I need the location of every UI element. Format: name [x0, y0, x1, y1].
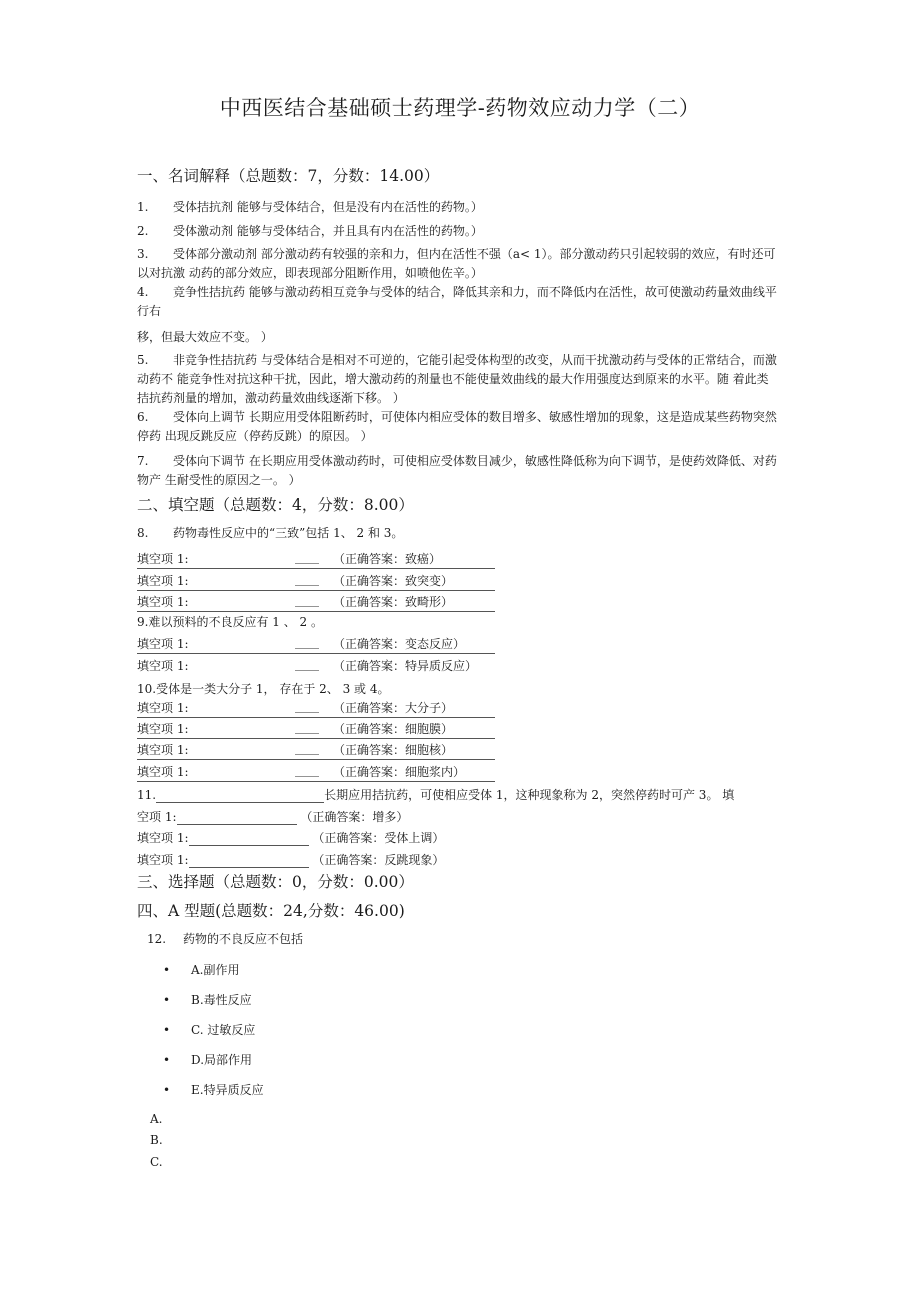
answer-blank-line — [156, 788, 324, 803]
fill-blank: ____ — [295, 550, 319, 564]
fill-row — [137, 655, 495, 675]
option-label: A.副作用 — [191, 963, 240, 977]
fill-label: 填空项 1: — [137, 659, 189, 673]
fill-blank: ____ — [295, 763, 319, 777]
definition-item — [137, 408, 777, 446]
option-item — [163, 1051, 252, 1068]
option-label: D.局部作用 — [191, 1053, 253, 1067]
fill-row — [137, 829, 444, 846]
fill-answer: （正确答案：反跳现象） — [312, 853, 445, 867]
fill-answer: （正确答案：大分子） — [333, 701, 454, 715]
fill-answer: （正确答案：特异质反应） — [333, 659, 478, 673]
definition-item — [137, 351, 777, 408]
question-text: 长期应用拮抗药，可使相应受体 1，这种现象称为 2，突然停药时可产 3。 填 — [324, 788, 735, 802]
section-heading-fill-in: 二、填空题（总题数：4，分数：8.00） — [137, 496, 414, 514]
question-12 — [147, 930, 303, 949]
definition-item — [137, 222, 483, 241]
fill-answer: （正确答案：致畸形） — [333, 595, 454, 609]
fill-row — [137, 570, 495, 591]
item-number: 2. — [137, 224, 149, 238]
definition-item — [137, 245, 777, 283]
fill-row — [137, 761, 495, 782]
bullet-icon: • — [163, 963, 171, 977]
item-text: 受体向下调节 在长期应用受体激动药时，可使相应受体数目减少，敏感性降低称为向下调节，是使药效降低、对药物产 生耐受性的原因之一。 ） — [137, 454, 777, 487]
definition-item — [137, 283, 777, 321]
item-number: 11. — [137, 788, 157, 802]
bullet-icon: • — [163, 993, 171, 1007]
fill-label: 填空项 1: — [137, 552, 189, 566]
definition-item — [137, 452, 777, 490]
fill-row — [137, 591, 495, 612]
fill-answer: （正确答案：细胞浆内） — [333, 765, 466, 779]
item-number: 12. — [147, 932, 167, 946]
answer-letter: A. — [150, 1112, 163, 1126]
fill-label: 填空项 1: — [137, 765, 189, 779]
option-item — [163, 991, 252, 1008]
item-number: 1. — [137, 200, 149, 214]
fill-blank: ____ — [295, 699, 319, 713]
fill-label: 填空项 1: — [137, 637, 189, 651]
item-number: 8. — [137, 526, 149, 540]
fill-blank: ____ — [295, 720, 319, 734]
bullet-icon: • — [163, 1053, 171, 1067]
fill-row — [137, 851, 444, 868]
option-item — [163, 1021, 255, 1038]
item-number: 4. — [137, 285, 149, 299]
question-text: 药物毒性反应中的“三致”包括 1、 2 和 3。 — [173, 526, 404, 540]
fill-label: 空项 1: — [137, 810, 177, 824]
option-item — [163, 961, 239, 978]
fill-row — [137, 633, 495, 654]
fill-blank: ____ — [295, 635, 319, 649]
fill-label: 填空项 1: — [137, 743, 189, 757]
fill-blank: ____ — [295, 657, 319, 671]
item-text: 竞争性拮抗药 能够与激动药相互竞争与受体的结合，降低其亲和力，而不降低内在活性，故可使激动药量效曲线平行右 — [137, 285, 777, 318]
answer-blank-line — [189, 853, 309, 868]
question-9: 9.难以预料的不良反应有 1 、 2 。 — [137, 615, 323, 629]
item-text: 受体拮抗剂 能够与受体结合，但是没有内在活性的药物。） — [173, 200, 483, 214]
fill-label: 填空项 1: — [137, 701, 189, 715]
item-text: 受体向上调节 长期应用受体阻断药时，可使体内相应受体的数目增多、敏感性增加的现象，这是造成某些药物突然停药 出现反跳反应（停药反跳）的原因。 ） — [137, 410, 777, 443]
item-text: 非竞争性拮抗药 与受体结合是相对不可逆的，它能引起受体构型的改变，从而干扰激动药与受体的正常结合，而激动药不 能竞争性对抗这种干扰，因此，增大激动药的剂量也不能使量效曲线的最大作用强度达到原来的水平。随 着此类拮抗药剂量的增加，激动药量效曲线逐渐下移。 ） — [137, 353, 777, 405]
answer-letter: B. — [150, 1133, 163, 1147]
item-number: 7. — [137, 454, 149, 468]
fill-row — [137, 739, 495, 760]
section-heading-choice: 三、选择题（总题数：0，分数：0.00） — [137, 873, 414, 891]
fill-row — [137, 808, 408, 825]
definition-item — [137, 198, 483, 217]
fill-blank: ____ — [295, 572, 319, 586]
fill-answer: （正确答案：细胞核） — [333, 743, 454, 757]
page-title: 中西医结合基础硕士药理学-药物效应动力学（二） — [219, 96, 701, 120]
fill-row — [137, 548, 495, 569]
definition-continuation: 移，但最大效应不变。 ） — [137, 330, 273, 344]
section-heading-definitions: 一、名词解释（总题数：7，分数：14.00） — [137, 167, 440, 185]
fill-row — [137, 697, 495, 718]
fill-answer: （正确答案：细胞膜） — [333, 722, 454, 736]
item-number: 5. — [137, 353, 149, 367]
fill-label: 填空项 1: — [137, 831, 189, 845]
fill-label: 填空项 1: — [137, 722, 189, 736]
answer-blank-line — [189, 831, 309, 846]
fill-label: 填空项 1: — [137, 574, 189, 588]
fill-answer: （正确答案：增多） — [300, 810, 409, 824]
fill-label: 填空项 1: — [137, 853, 189, 867]
fill-answer: （正确答案：致突变） — [333, 574, 454, 588]
section-heading-a-type: 四、A 型题(总题数：24,分数：46.00) — [137, 902, 405, 920]
option-label: B.毒性反应 — [191, 993, 252, 1007]
option-item — [163, 1081, 264, 1098]
bullet-icon: • — [163, 1023, 171, 1037]
item-number: 6. — [137, 410, 149, 424]
answer-letter: C. — [150, 1155, 163, 1169]
option-label: E.特异质反应 — [191, 1083, 264, 1097]
fill-blank: ____ — [295, 593, 319, 607]
fill-answer: （正确答案：变态反应） — [333, 637, 466, 651]
item-text: 受体激动剂 能够与受体结合，并且具有内在活性的药物。） — [173, 224, 483, 238]
item-number: 3. — [137, 247, 149, 261]
item-text: 受体部分激动剂 部分激动药有较强的亲和力，但内在活性不强（a< 1）。部分激动药只引起较弱的效应，有时还可以对抗激 动药的部分效应，即表现部分阻断作用，如喷他佐辛。） — [137, 247, 776, 280]
answer-blank-line — [177, 810, 297, 825]
fill-blank: ____ — [295, 741, 319, 755]
fill-answer: （正确答案：受体上调） — [312, 831, 445, 845]
option-label: C. 过敏反应 — [191, 1023, 256, 1037]
fill-row — [137, 718, 495, 739]
question-10: 10.受体是一类大分子 1， 存在于 2、 3 或 4。 — [137, 682, 390, 696]
question-8 — [137, 524, 403, 543]
fill-label: 填空项 1: — [137, 595, 189, 609]
question-text: 药物的不良反应不包括 — [183, 932, 304, 946]
bullet-icon: • — [163, 1083, 171, 1097]
fill-answer: （正确答案：致癌） — [333, 552, 442, 566]
question-11 — [137, 786, 734, 803]
